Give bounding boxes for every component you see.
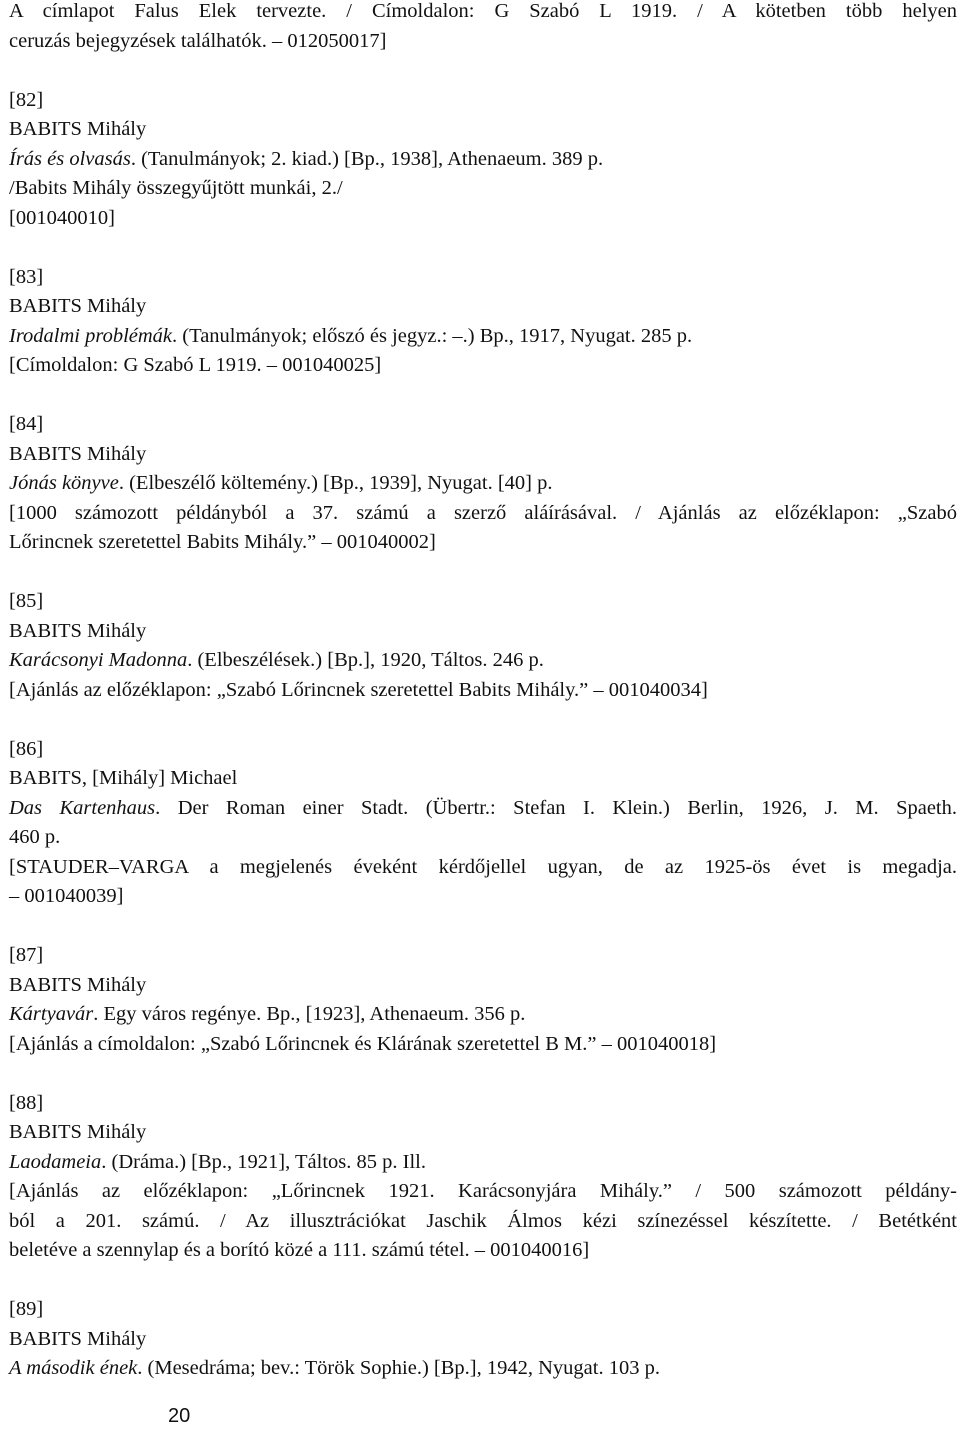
entry-desc-text: . (Tanulmányok; előszó és jegyz.: –.) Bp., 1917, Nyugat. 285 p. xyxy=(172,324,693,347)
entry-number: [83] xyxy=(9,265,44,288)
entry-author: BABITS Mihály xyxy=(9,295,147,317)
entry-description xyxy=(9,794,957,824)
entry-desc-text: . Der Roman einer Stadt. (Übertr.: Stefan I. Klein.) Berlin, 1926, J. M. Spaeth. xyxy=(155,796,957,819)
entry-note: ból a 201. számú. / Az illusztrációkat Jaschik Álmos kézi színezéssel készítette. / Betétként xyxy=(9,1209,957,1232)
catalog-entry-88 xyxy=(9,1089,957,1266)
entry-number: [86] xyxy=(9,737,44,760)
entry-author: BABITS, [Mihály] Michael xyxy=(9,767,238,789)
entry-description xyxy=(9,145,957,175)
entry-author: BABITS Mihály xyxy=(9,118,147,140)
entry-description xyxy=(9,646,957,676)
entry-desc-text: . (Dráma.) [Bp., 1921], Táltos. 85 p. Ill. xyxy=(101,1150,426,1173)
entry-note: [Címoldalon: G Szabó L 1919. – 001040025] xyxy=(9,354,382,376)
entry-desc-text: . (Tanulmányok; 2. kiad.) [Bp., 1938], Athenaeum. 389 p. xyxy=(130,147,604,170)
entry-number: [82] xyxy=(9,88,44,111)
catalog-entry-84 xyxy=(9,410,957,558)
entry-note: [1000 számozott példányból a 37. számú a szerző aláírásával. / Ajánlás az előzéklapon: „Szabó xyxy=(9,501,957,524)
page-number: 20 xyxy=(168,1405,191,1427)
entry-desc-text: . (Mesedráma; bev.: Török Sophie.) [Bp.], 1942, Nyugat. 103 p. xyxy=(137,1357,660,1379)
entry-number: [89] xyxy=(9,1298,44,1320)
entry-series: /Babits Mihály összegyűjtött munkái, 2./ xyxy=(9,177,343,199)
entry-desc-text: . (Elbeszélések.) [Bp.], 1920, Táltos. 246 p. xyxy=(187,649,544,671)
entry-note: [Ajánlás a címoldalon: „Szabó Lőrincnek és Klárának szeretettel B M.” – 001040018] xyxy=(9,1032,717,1055)
entry-author: BABITS Mihály xyxy=(9,1327,147,1350)
entry-desc-text: . Egy város regénye. Bp., [1923], Athenaeum. 356 p. xyxy=(93,1003,526,1025)
entry-author: BABITS Mihály xyxy=(9,442,147,465)
entry-author: BABITS Mihály xyxy=(9,619,147,642)
entry-title: Laodameia xyxy=(9,1150,102,1173)
entry-title: A második ének xyxy=(9,1357,138,1379)
entry-title: Jónás könyve xyxy=(9,472,119,494)
continuation-note xyxy=(9,0,957,56)
entry-description xyxy=(9,469,957,499)
entry-description xyxy=(9,322,957,352)
entry-title: Karácsonyi Madonna xyxy=(9,649,188,671)
entry-note: [Ajánlás az előzéklapon: „Szabó Lőrincnek szeretettel Babits Mihály.” – 001040034] xyxy=(9,678,708,701)
entry-description-cont: 460 p. xyxy=(9,826,61,848)
entry-author: BABITS Mihály xyxy=(9,973,147,996)
note-line: ceruzás bejegyzések találhatók. – 012050017] xyxy=(9,29,387,52)
entry-title: Das Kartenhaus xyxy=(9,796,156,819)
catalog-entry-89 xyxy=(9,1295,957,1384)
entry-number: [84] xyxy=(9,413,44,435)
entry-title: Kártyavár xyxy=(9,1003,94,1025)
entry-number: [87] xyxy=(9,944,44,966)
entry-description xyxy=(9,1354,957,1384)
entry-number: [88] xyxy=(9,1091,44,1114)
entry-author: BABITS Mihály xyxy=(9,1121,147,1143)
catalog-text xyxy=(9,0,957,1413)
entry-note: [001040010] xyxy=(9,206,115,229)
entry-description xyxy=(9,1000,957,1030)
catalog-entry-87 xyxy=(9,941,957,1059)
entry-title: Írás és olvasás xyxy=(9,147,131,170)
catalog-entry-82 xyxy=(9,86,957,234)
entry-number: [85] xyxy=(9,590,44,612)
entry-note: [Ajánlás az előzéklapon: „Lőrincnek 1921. Karácsonyjára Mihály.” / 500 számozott példány- xyxy=(9,1180,957,1202)
entry-note: Lőrincnek szeretettel Babits Mihály.” – 001040002] xyxy=(9,531,436,553)
catalog-entry-83 xyxy=(9,263,957,381)
catalog-entry-86 xyxy=(9,735,957,912)
entry-note: beletéve a szennylap és a borító közé a 111. számú tétel. – 001040016] xyxy=(9,1239,590,1261)
entry-note: – 001040039] xyxy=(9,885,124,907)
entry-note: [STAUDER–VARGA a megjelenés éveként kérdőjellel ugyan, de az 1925-ös évet is megadja. xyxy=(9,855,957,878)
entry-desc-text: . (Elbeszélő költemény.) [Bp., 1939], Nyugat. [40] p. xyxy=(118,472,553,494)
entry-description xyxy=(9,1148,957,1178)
catalog-entry-85 xyxy=(9,587,957,705)
note-line: A címlapot Falus Elek tervezte. / Címoldalon: G Szabó L 1919. / A kötetben több helyen xyxy=(9,0,957,22)
entry-title: Irodalmi problémák xyxy=(9,324,173,347)
